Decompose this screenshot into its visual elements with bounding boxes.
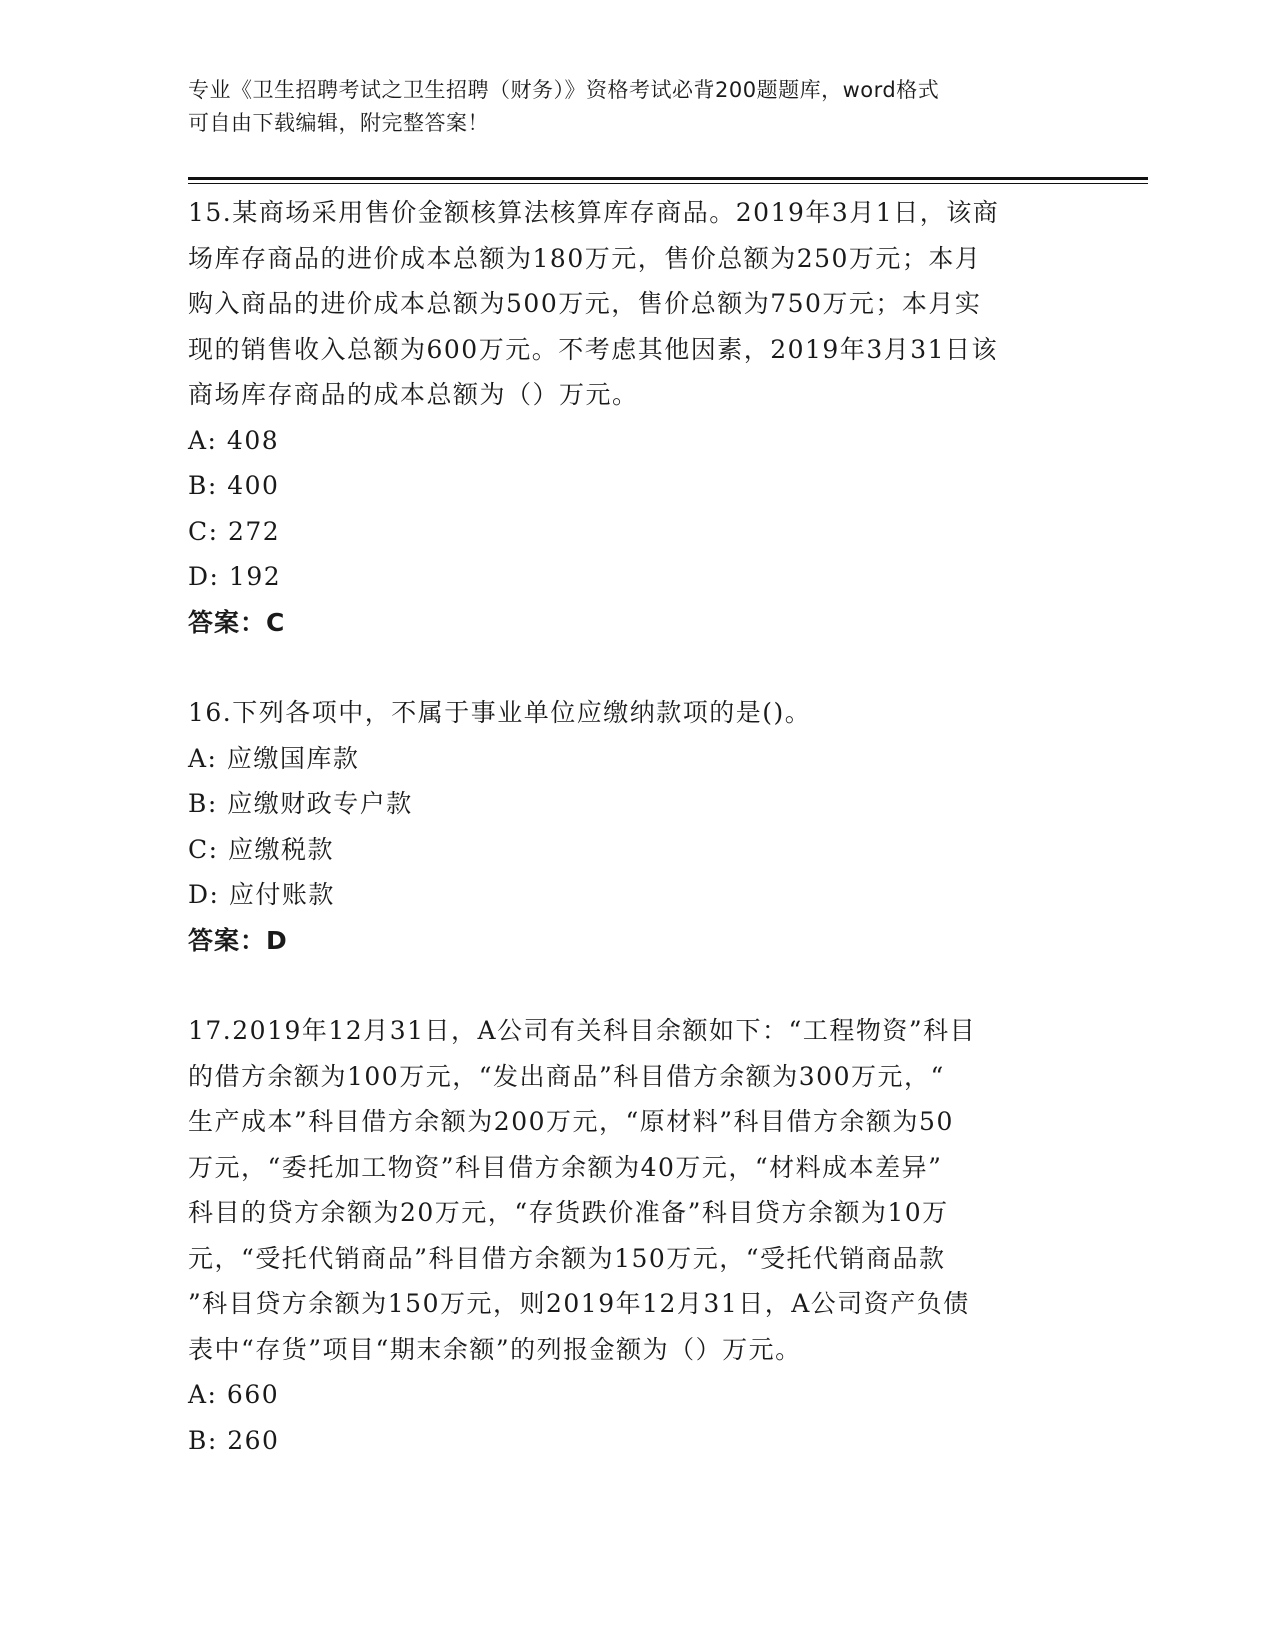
answer-line: 答案：D bbox=[188, 925, 288, 955]
question-stem-line: ”科目贷方余额为150万元，则2019年12月31日，A公司资产负债 bbox=[188, 1289, 970, 1318]
option-a: A: 应缴国库款 bbox=[188, 743, 360, 773]
question-stem-line: 元，“受托代销商品”科目借方余额为150万元，“受托代销商品款 bbox=[188, 1243, 946, 1273]
question-stem-line: 现的销售收入总额为600万元。不考虑其他因素，2019年3月31日该 bbox=[188, 334, 999, 364]
option-b: B: 260 bbox=[188, 1425, 280, 1455]
header-line-1: 专业《卫生招聘考试之卫生招聘（财务）》资格考试必背200题题库，word格式 bbox=[188, 78, 940, 102]
question-stem-line: 万元，“委托加工物资”科目借方余额为40万元，“材料成本差异” bbox=[188, 1152, 943, 1182]
header-divider-thick bbox=[188, 177, 1148, 180]
question-stem-line: 15.某商场采用售价金额核算法核算库存商品。2019年3月1日，该商 bbox=[188, 198, 1000, 227]
question-list bbox=[188, 190, 1088, 1463]
option-d: D: 应付账款 bbox=[188, 880, 335, 909]
question-stem-line: 场库存商品的进价成本总额为180万元，售价总额为250万元；本月 bbox=[188, 243, 982, 273]
question-spacer bbox=[188, 645, 1088, 690]
option-c: C: 应缴税款 bbox=[188, 834, 334, 864]
question-stem-line: 购入商品的进价成本总额为500万元，售价总额为750万元；本月实 bbox=[188, 289, 982, 318]
header-divider-thin bbox=[188, 183, 1148, 184]
question-stem-line: 生产成本”科目借方余额为200万元，“原材料”科目借方余额为50 bbox=[188, 1107, 954, 1136]
question-stem-line: 商场库存商品的成本总额为（）万元。 bbox=[188, 380, 639, 409]
option-d: D: 192 bbox=[188, 562, 282, 591]
question-stem-line: 16.下列各项中，不属于事业单位应缴纳款项的是()。 bbox=[188, 698, 812, 727]
question-stem-line: 17.2019年12月31日，A公司有关科目余额如下：“工程物资”科目 bbox=[188, 1016, 977, 1045]
option-b: B: 应缴财政专户款 bbox=[188, 789, 413, 818]
question-15 bbox=[188, 190, 1088, 645]
question-17 bbox=[188, 1008, 1088, 1463]
question-stem-line: 科目的贷方余额为20万元，“存货跌价准备”科目贷方余额为10万 bbox=[188, 1198, 949, 1227]
question-16 bbox=[188, 690, 1088, 963]
question-stem-line: 的借方余额为100万元，“发出商品”科目借方余额为300万元，“ bbox=[188, 1061, 945, 1091]
option-c: C: 272 bbox=[188, 516, 281, 546]
answer-line: 答案：C bbox=[188, 607, 286, 637]
option-b: B: 400 bbox=[188, 471, 280, 500]
document-header bbox=[188, 74, 1088, 140]
option-a: A: 660 bbox=[188, 1380, 280, 1409]
question-stem-line: 表中“存货”项目“期末余额”的列报金额为（）万元。 bbox=[188, 1334, 802, 1364]
option-a: A: 408 bbox=[188, 425, 280, 455]
header-line-2: 可自由下载编辑，附完整答案！ bbox=[188, 111, 489, 135]
question-spacer bbox=[188, 963, 1088, 1008]
